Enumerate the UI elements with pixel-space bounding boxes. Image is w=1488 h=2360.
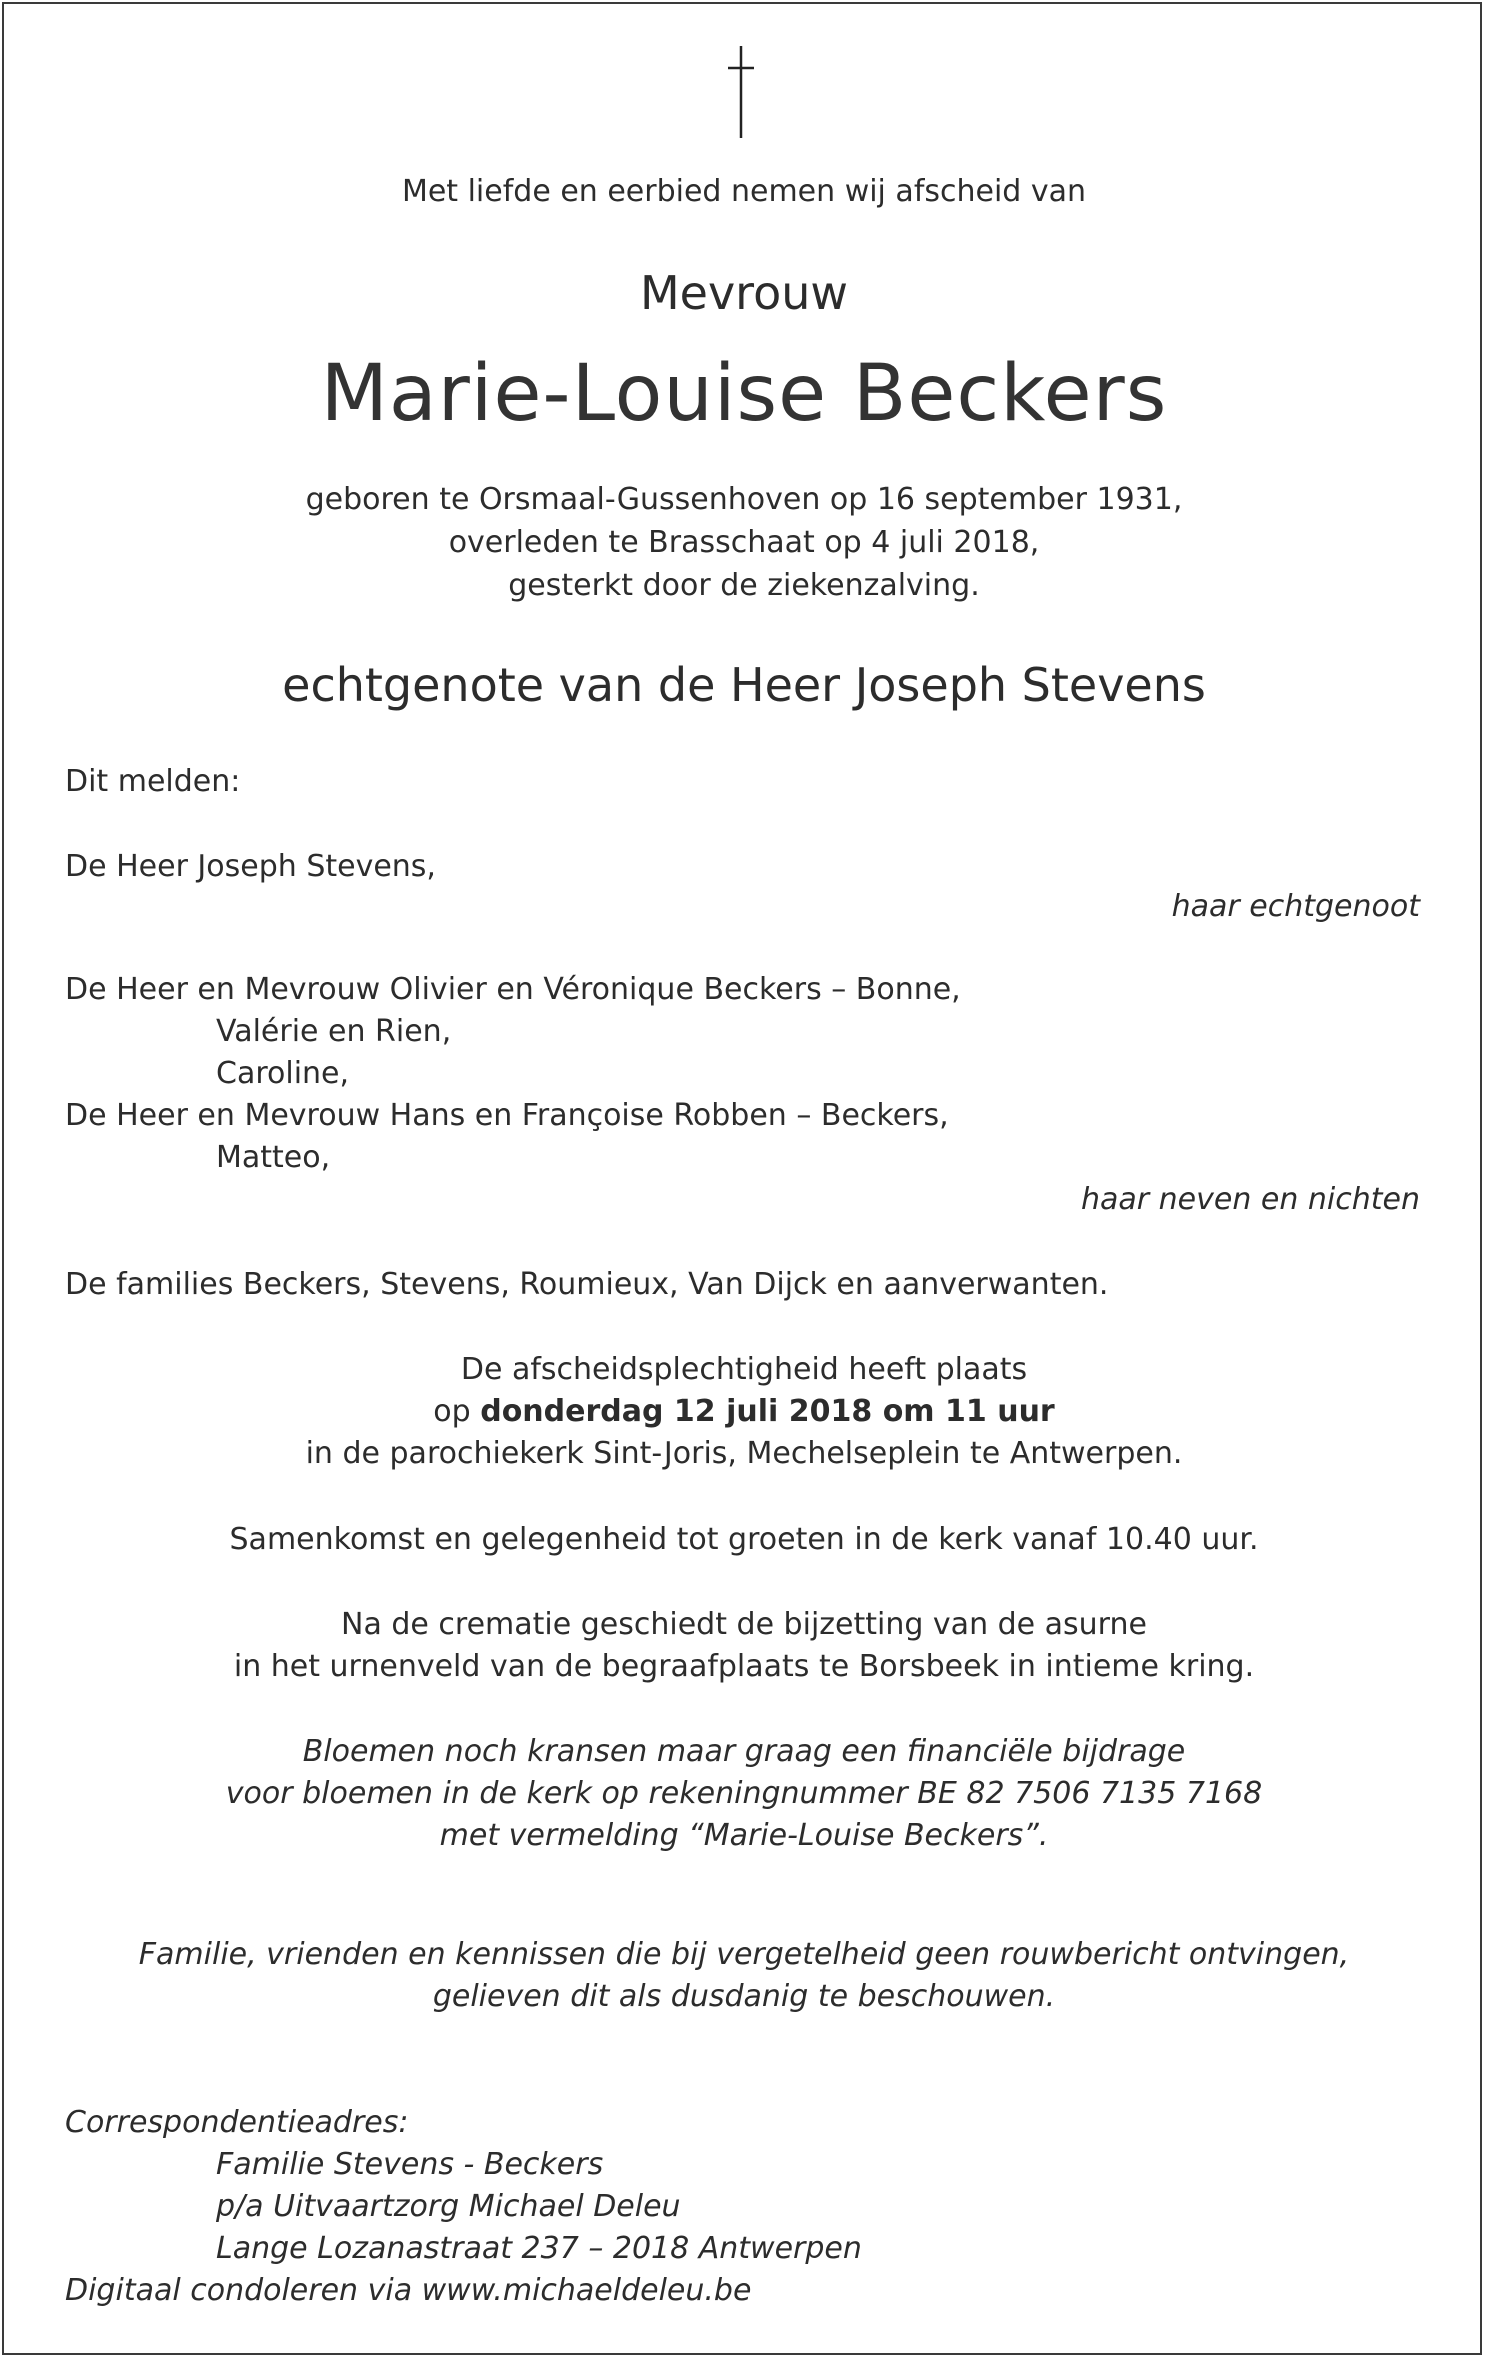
child2-entry: Caroline, — [216, 1056, 350, 1091]
intro-text: Met liefde en eerbied nemen wij afscheid van — [401, 174, 1087, 209]
urn-line2: in het urnenveld van de begraafplaats te Borsbeek in intieme kring. — [233, 1649, 1255, 1684]
sacrament-line: gesterkt door de ziekenzalving. — [508, 568, 980, 603]
title-text: Mevrouw — [639, 266, 849, 320]
child3-entry: Matteo, — [216, 1140, 331, 1175]
ceremony-prefix: op — [433, 1394, 471, 1429]
correspondence-label: Correspondentieadres: — [65, 2105, 409, 2140]
ceremony-line2 — [4, 1394, 1484, 1429]
child1-entry: Valérie en Rien, — [216, 1014, 452, 1049]
birth-line: geboren te Orsmaal-Gussenhoven op 16 september 1931, — [305, 482, 1183, 517]
correspondence-line3: Lange Lozanastraat 237 – 2018 Antwerpen — [216, 2231, 862, 2266]
notice-line2: gelieven dit als dusdanig te beschouwen. — [432, 1979, 1056, 2014]
announce-text: Dit melden: — [65, 764, 241, 799]
correspondence-line1: Familie Stevens - Beckers — [216, 2147, 604, 2182]
deceased-name: Marie-Louise Beckers — [320, 349, 1168, 439]
flowers-line3: met vermelding “Marie-Louise Beckers”. — [439, 1818, 1049, 1853]
notice-line1: Familie, vrienden en kennissen die bij vergetelheid geen rouwbericht ontvingen, — [138, 1937, 1350, 1972]
obituary-card — [2, 2, 1482, 2355]
spouse-role: haar echtgenoot — [1171, 889, 1420, 924]
cross-icon — [726, 44, 756, 140]
ceremony-line3: in de parochiekerk Sint-Joris, Mechelseplein te Antwerpen. — [305, 1436, 1183, 1471]
correspondence-line2: p/a Uitvaartzorg Michael Deleu — [216, 2189, 681, 2224]
flowers-line1: Bloemen noch kransen maar graag een financiële bijdrage — [302, 1734, 1186, 1769]
gathering-line: Samenkomst en gelegenheid tot groeten in de kerk vanaf 10.40 uur. — [229, 1522, 1259, 1557]
spouse-line: echtgenote van de Heer Joseph Stevens — [282, 658, 1206, 712]
couple1-entry: De Heer en Mevrouw Olivier en Véronique Beckers – Bonne, — [65, 972, 961, 1007]
couple2-entry: De Heer en Mevrouw Hans en Françoise Robben – Beckers, — [65, 1098, 949, 1133]
nephews-role: haar neven en nichten — [1081, 1182, 1420, 1217]
death-line: overleden te Brasschaat op 4 juli 2018, — [448, 525, 1040, 560]
ceremony-date: donderdag 12 juli 2018 om 11 uur — [480, 1394, 1055, 1429]
flowers-line2: voor bloemen in de kerk op rekeningnummer BE 82 7506 7135 7168 — [225, 1776, 1263, 1811]
condolence-line: Digitaal condoleren via www.michaeldeleu.be — [65, 2273, 752, 2308]
urn-line1: Na de crematie geschiedt de bijzetting van de asurne — [341, 1607, 1147, 1642]
families-entry: De families Beckers, Stevens, Roumieux, Van Dijck en aanverwanten. — [65, 1267, 1109, 1302]
spouse-entry: De Heer Joseph Stevens, — [65, 849, 436, 884]
ceremony-line1: De afscheidsplechtigheid heeft plaats — [460, 1352, 1028, 1387]
